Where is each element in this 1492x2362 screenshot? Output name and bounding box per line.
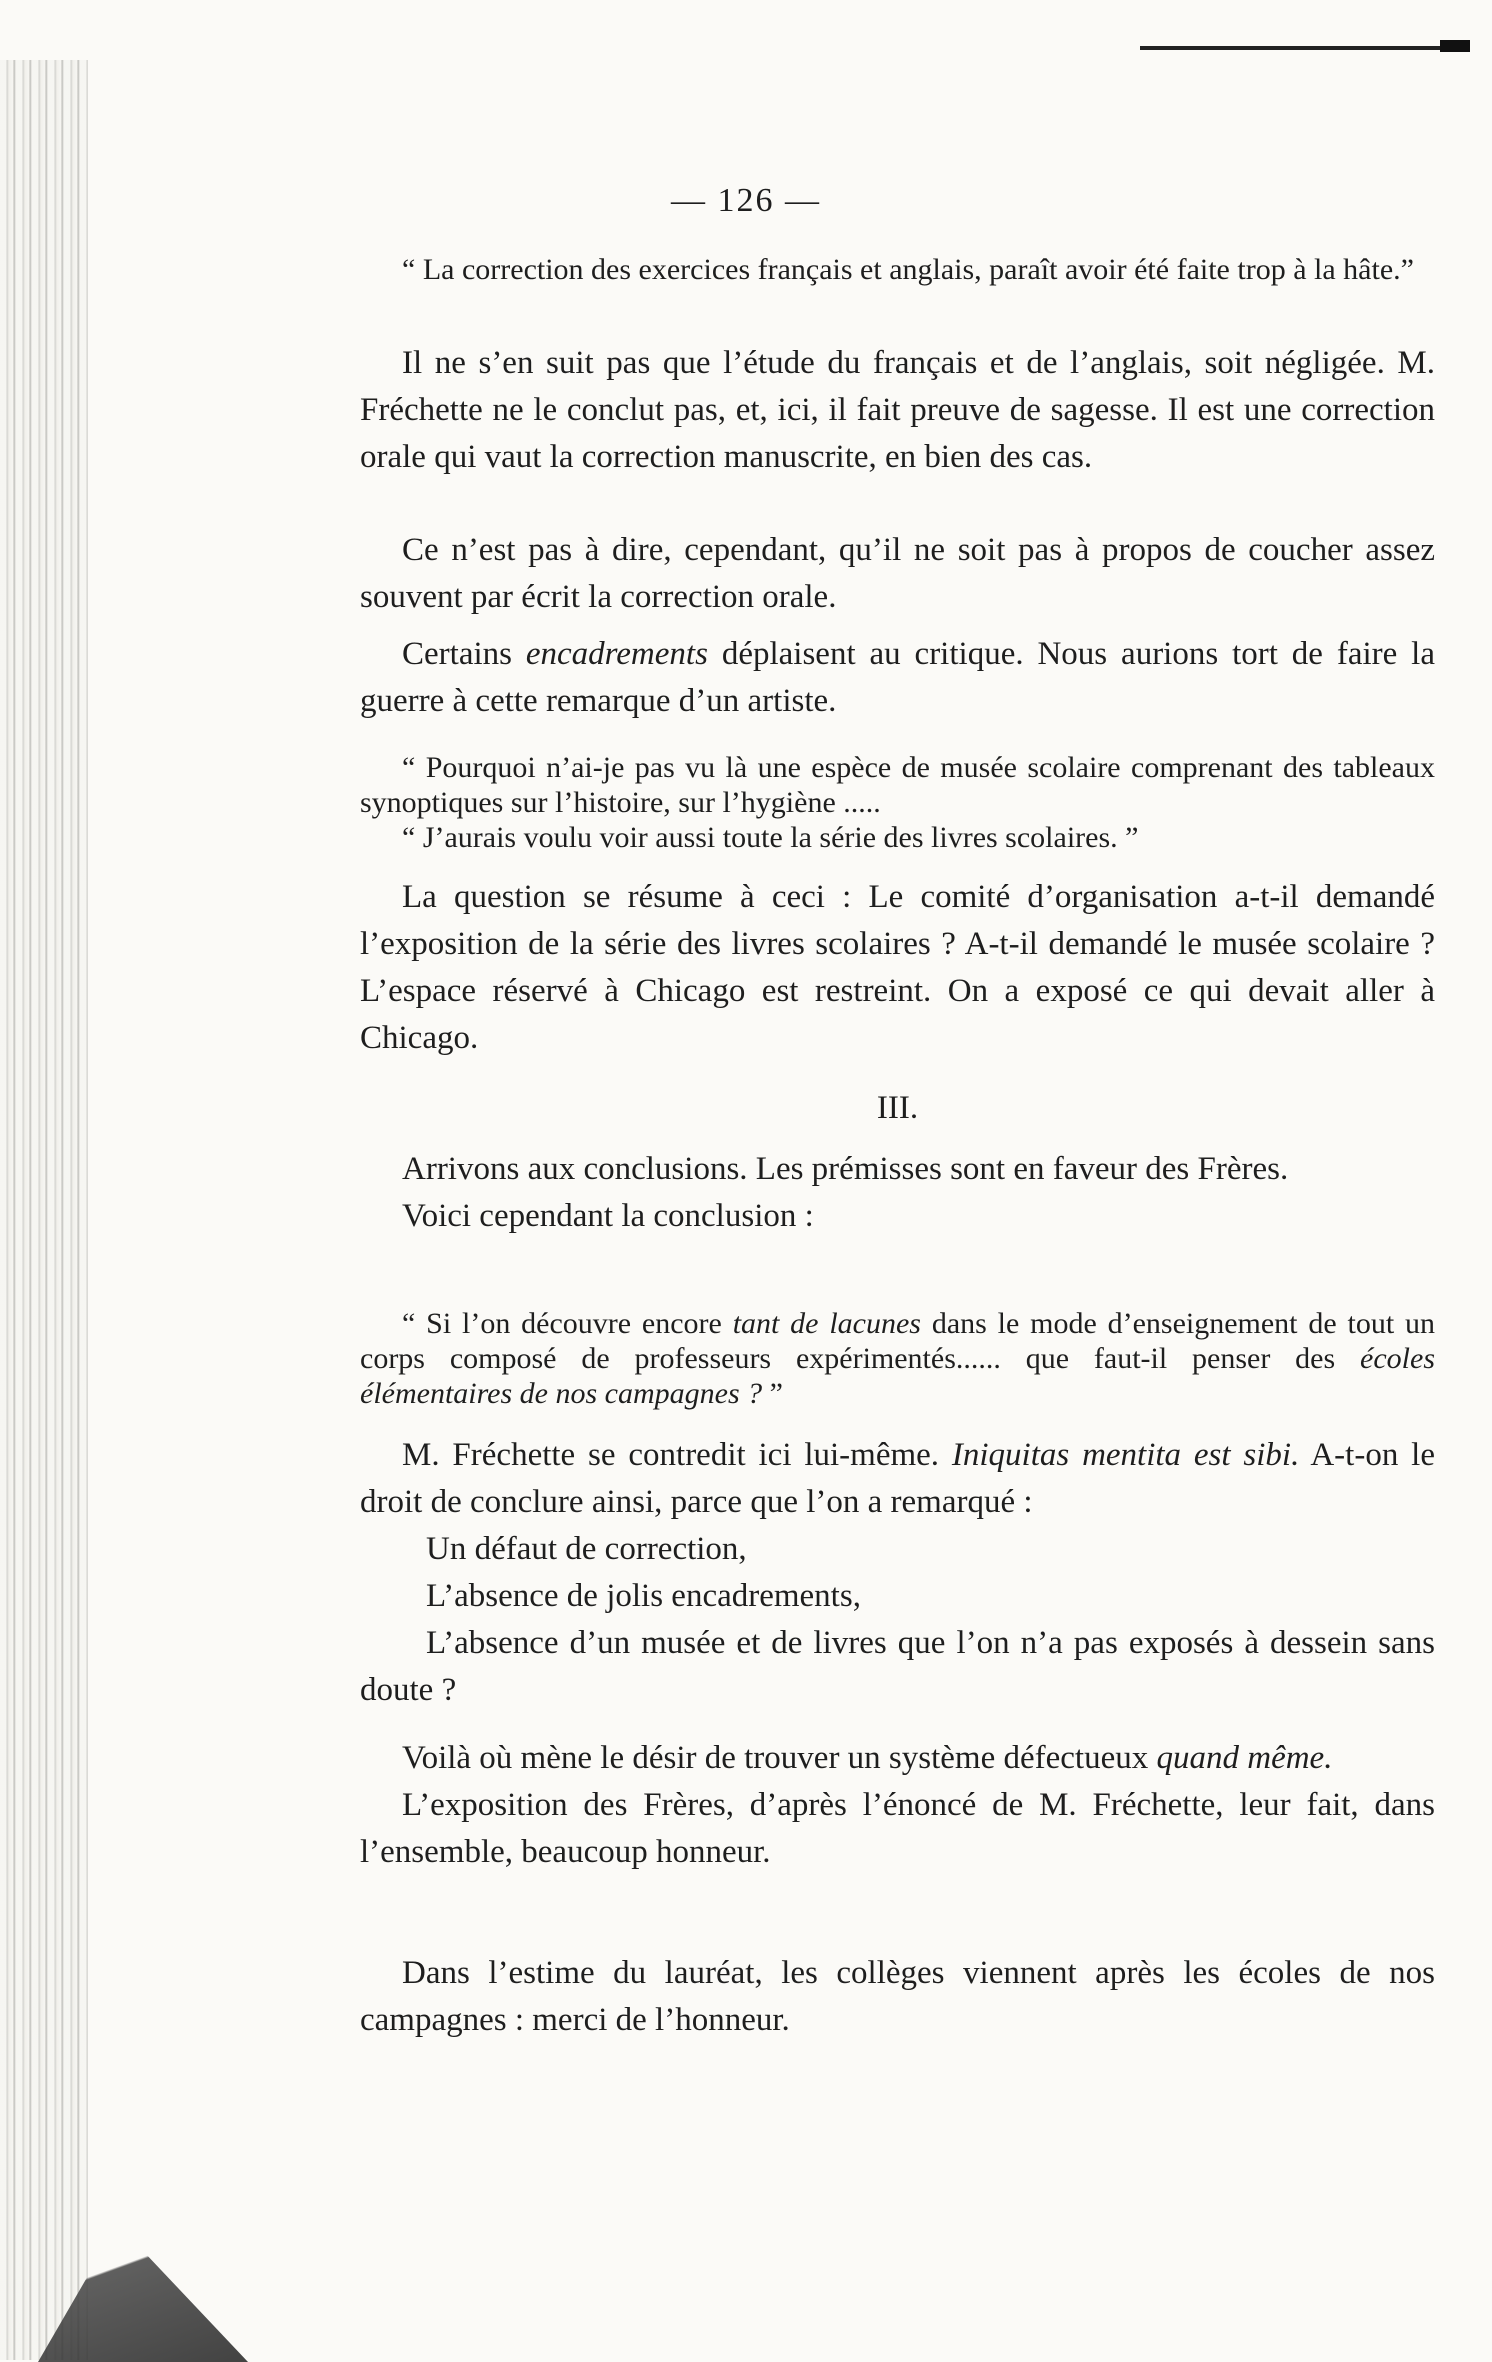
- paragraph: L’exposition des Frères, d’après l’énoncé de M. Fréchette, leur fait, dans l’ensemble, beaucoup honneur.: [360, 1787, 1435, 1870]
- paragraph-block: [360, 1950, 1435, 2044]
- paragraph: [360, 631, 1435, 725]
- paragraph: “ Pourquoi n’ai-je pas vu là une espèce de musée scolaire comprenant des tableaux synoptiques sur l’histoire, sur l’hygiène .....: [360, 751, 1435, 819]
- paragraph: Dans l’estime du lauréat, les collèges viennent après les écoles de nos campagnes : merci de l’honneur.: [360, 1955, 1435, 2038]
- paragraph: “ J’aurais voulu voir aussi toute la série des livres scolaires. ”: [402, 821, 1139, 854]
- paragraph-block: [360, 1735, 1435, 1876]
- quote-conclusion: [360, 1306, 1435, 1411]
- text-run: “ Si l’on découvre encore: [402, 1307, 733, 1340]
- paragraph: Il ne s’en suit pas que l’étude du français et de l’anglais, soit négligée. M. Fréchette ne le conclut pas, et, ici, il fait preuve de sagesse. Il est une correction orale qui vaut la correction manuscrite, en bien des cas.: [360, 345, 1435, 475]
- emphasis: encadrements: [525, 636, 708, 672]
- paragraph-block: [360, 1432, 1435, 1714]
- text-run: M. Fréchette se contredit ici lui-même.: [402, 1437, 952, 1473]
- paragraph-block: [360, 527, 1435, 621]
- quote-museum: [360, 750, 1435, 855]
- list-item: L’absence d’un musée et de livres que l’on n’a pas exposés à dessein sans doute ?: [360, 1625, 1435, 1708]
- paragraph-block: [360, 1146, 1435, 1240]
- paragraph: [360, 1306, 1435, 1411]
- paragraph-block: [360, 631, 1435, 725]
- paragraph: [360, 1735, 1435, 1782]
- emphasis: Iniquitas mentita est sibi.: [951, 1437, 1300, 1473]
- paragraph-block: [360, 340, 1435, 481]
- emphasis: tant de lacunes: [732, 1307, 921, 1340]
- paragraph: La question se résume à ceci : Le comité d’organisation a-t-il demandé l’exposition de la série des livres scolaires ? A-t-il demandé le musée scolaire ? L’espace réservé à Chicago est restreint. On a exposé ce qui devait aller à Chicago.: [360, 879, 1435, 1056]
- list-item: Un défaut de correction,: [426, 1531, 747, 1567]
- binding-gutter: [0, 60, 88, 2360]
- section-heading: III.: [876, 1090, 919, 1126]
- paragraph: [360, 1432, 1435, 1526]
- quote-correction: [360, 252, 1435, 287]
- text-run: ”: [762, 1377, 783, 1410]
- top-rule: [1140, 46, 1460, 50]
- page-number: — 126 —: [671, 182, 821, 219]
- paragraph: “ La correction des exercices français et anglais, paraît avoir été faite trop à la hâte.”: [402, 253, 1414, 286]
- list-item: L’absence de jolis encadrements,: [426, 1578, 861, 1614]
- text-run: déplaisent au critique. Nous aurions tort de faire la guerre à cette remarque d’un artiste.: [360, 636, 1435, 719]
- text-run: dans le mode d’enseignement de tout un corps composé de professeurs expérimentés...... que faut-il penser des: [360, 1307, 1435, 1375]
- paragraph: Voici cependant la conclusion :: [402, 1198, 814, 1234]
- emphasis: écoles élémentaires de nos campagnes ?: [360, 1342, 1435, 1410]
- text-run: Voilà où mène le désir de trouver un système défectueux: [402, 1740, 1157, 1776]
- top-rule-mark: [1440, 40, 1470, 52]
- section-heading-block: [360, 1090, 1435, 1127]
- emphasis: quand même.: [1156, 1740, 1333, 1776]
- text-run: Certains: [402, 636, 526, 672]
- paragraph: Ce n’est pas à dire, cependant, qu’il ne soit pas à propos de coucher assez souvent par écrit la correction orale.: [360, 532, 1435, 615]
- text-run: A-t-on le droit de conclure ainsi, parce que l’on a remarqué :: [360, 1437, 1435, 1520]
- paragraph: Arrivons aux conclusions. Les prémisses sont en faveur des Frères.: [402, 1151, 1289, 1187]
- paragraph-block: [360, 874, 1435, 1062]
